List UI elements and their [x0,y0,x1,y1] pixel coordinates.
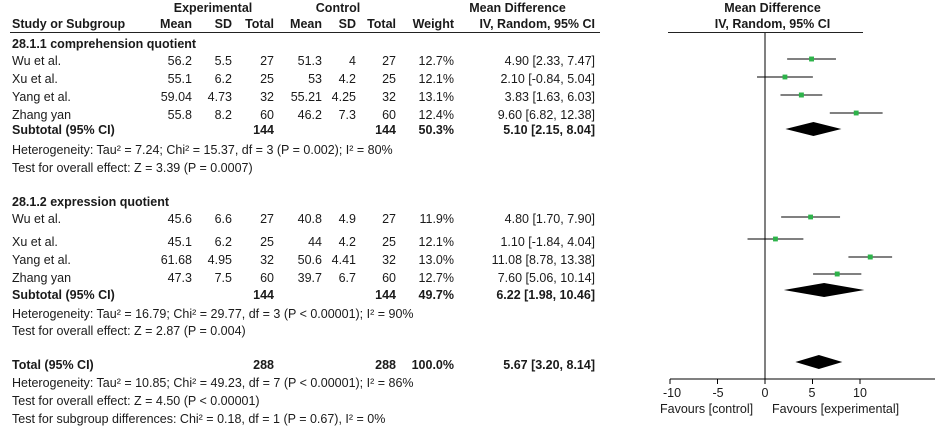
subtotal-ci: 5.10 [2.15, 8.04] [503,123,595,137]
table-cell-exp-sd: 8.2 [214,108,232,122]
total-heterogeneity-text: Heterogeneity: Tau² = 10.85; Chi² = 49.23, df = 7 (P < 0.00001); I² = 86% [12,376,414,390]
table-cell-ctrl-sd: 7.3 [338,108,356,122]
table-cell-ci: 1.10 [-1.84, 4.04] [500,235,595,249]
table-cell-ctrl-total: 25 [382,235,396,249]
table-cell-weight: 12.1% [418,235,454,249]
table-cell-ci: 2.10 [-0.84, 5.04] [500,72,595,86]
table-cell-ctrl-total: 25 [382,72,396,86]
table-row-study: Xu et al. [12,72,58,86]
point-estimate-square [854,111,859,116]
x-tick-label: 5 [808,386,816,400]
subtotal-exp-total: 144 [253,123,274,137]
table-cell-ctrl-total: 27 [382,54,396,68]
heterogeneity-text: Heterogeneity: Tau² = 16.79; Chi² = 29.77, df = 3 (P < 0.00001); I² = 90% [12,307,414,321]
table-row-study: Zhang yan [12,271,72,285]
subgroup-title: 28.1.1 comprehension quotient [12,37,197,51]
subtotal-exp-total: 144 [253,288,274,302]
point-estimate-square [773,237,778,242]
x-tick-label: 0 [761,386,769,400]
table-cell-weight: 13.1% [418,90,454,104]
table-cell-ctrl-total: 32 [382,253,396,267]
summary-diamond [795,355,842,369]
table-cell-exp-mean: 59.04 [160,90,192,104]
table-cell-exp-mean: 61.68 [160,253,192,267]
subgroup-differences-text: Test for subgroup differences: Chi² = 0.18, df = 1 (P = 0.67), I² = 0% [12,412,386,426]
table-cell-ci: 4.80 [1.70, 7.90] [504,212,595,226]
table-cell-ctrl-total: 60 [382,108,396,122]
table-cell-weight: 12.7% [418,271,454,285]
table-cell-ci: 3.83 [1.63, 6.03] [504,90,595,104]
table-cell-exp-sd: 6.6 [214,212,232,226]
table-cell-ctrl-mean: 53 [308,72,322,86]
table-cell-ctrl-mean: 39.7 [297,271,322,285]
total-weight: 100.0% [411,358,454,372]
subtotal-label: Subtotal (95% CI) [12,288,115,302]
method-header: IV, Random, 95% CI [479,17,595,31]
weight-header: Weight [412,17,454,31]
table-cell-ctrl-mean: 44 [308,235,322,249]
x-tick-label: 10 [853,386,867,400]
table-cell-ctrl-sd: 4.9 [338,212,356,226]
table-cell-exp-sd: 6.2 [214,235,232,249]
subgroup-title: 28.1.2 expression quotient [12,195,169,209]
table-cell-ctrl-sd: 4 [349,54,356,68]
table-cell-exp-mean: 56.2 [167,54,192,68]
x-tick-label: -5 [712,386,724,400]
mean-difference-header: Mean Difference [469,1,566,15]
table-cell-exp-mean: 47.3 [167,271,192,285]
table-cell-exp-sd: 4.95 [207,253,232,267]
table-cell-ci: 4.90 [2.33, 7.47] [504,54,595,68]
table-cell-weight: 12.4% [418,108,454,122]
total-ctrl-total: 288 [375,358,396,372]
table-cell-ctrl-sd: 6.7 [338,271,356,285]
subtotal-ci: 6.22 [1.98, 10.46] [496,288,595,302]
table-row-study: Yang et al. [12,90,71,104]
table-row-study: Wu et al. [12,212,62,226]
exp-mean-header: Mean [160,17,192,31]
exp-total-header: Total [245,17,274,31]
overall-effect-text: Test for overall effect: Z = 3.39 (P = 0.0007) [12,161,253,175]
table-cell-exp-sd: 6.2 [214,72,232,86]
table-cell-ctrl-mean: 40.8 [297,212,322,226]
table-row-study: Xu et al. [12,235,58,249]
ctrl-sd-header: SD [338,17,356,31]
favours-experimental-label: Favours [experimental] [772,402,900,416]
subtotal-ctrl-total: 144 [375,288,396,302]
subtotal-weight: 50.3% [418,123,454,137]
table-cell-ci: 11.08 [8.78, 13.38] [491,253,595,267]
total-exp-total: 288 [253,358,274,372]
experimental-group-header: Experimental [173,1,253,15]
table-cell-exp-total: 32 [260,90,274,104]
table-cell-exp-sd: 4.73 [207,90,232,104]
table-cell-ctrl-sd: 4.25 [331,90,356,104]
table-cell-exp-total: 25 [260,72,274,86]
total-label: Total (95% CI) [12,358,94,372]
ctrl-mean-header: Mean [290,17,322,31]
table-cell-exp-sd: 5.5 [214,54,232,68]
table-cell-ctrl-sd: 4.2 [338,72,356,86]
table-cell-weight: 12.1% [418,72,454,86]
table-cell-weight: 12.7% [418,54,454,68]
x-tick-label: -10 [662,386,682,400]
table-cell-ctrl-mean: 46.2 [297,108,322,122]
table-cell-exp-mean: 45.6 [167,212,192,226]
table-cell-ctrl-sd: 4.2 [338,235,356,249]
subtotal-ctrl-total: 144 [375,123,396,137]
total-overall-effect-text: Test for overall effect: Z = 4.50 (P < 0.00001) [12,394,260,408]
point-estimate-square [868,255,873,260]
table-cell-exp-total: 27 [260,54,274,68]
table-cell-ctrl-total: 27 [382,212,396,226]
favours-control-label: Favours [control] [660,402,754,416]
table-cell-exp-total: 60 [260,108,274,122]
table-cell-exp-mean: 55.8 [167,108,192,122]
point-estimate-square [783,75,788,80]
table-cell-ctrl-mean: 50.6 [297,253,322,267]
table-cell-ctrl-sd: 4.41 [331,253,356,267]
table-cell-ctrl-mean: 51.3 [297,54,322,68]
subtotal-weight: 49.7% [418,288,454,302]
table-row-study: Zhang yan [12,108,72,122]
table-cell-exp-mean: 55.1 [167,72,192,86]
ctrl-total-header: Total [367,17,396,31]
table-cell-ctrl-mean: 55.21 [290,90,322,104]
summary-diamond [785,122,841,136]
summary-diamond [784,283,865,297]
plot-method-header: IV, Random, 95% CI [714,17,831,31]
control-group-header: Control [315,1,361,15]
table-cell-weight: 13.0% [418,253,454,267]
table-cell-exp-total: 32 [260,253,274,267]
point-estimate-square [808,215,813,220]
table-cell-exp-sd: 7.5 [214,271,232,285]
exp-sd-header: SD [214,17,232,31]
table-cell-exp-total: 60 [260,271,274,285]
heterogeneity-text: Heterogeneity: Tau² = 7.24; Chi² = 15.37, df = 3 (P = 0.002); I² = 80% [12,143,393,157]
table-row-study: Wu et al. [12,54,62,68]
point-estimate-square [799,93,804,98]
total-ci: 5.67 [3.20, 8.14] [503,358,595,372]
table-cell-ci: 9.60 [6.82, 12.38] [497,108,595,122]
table-row-study: Yang et al. [12,253,71,267]
table-cell-exp-total: 25 [260,235,274,249]
table-cell-ci: 7.60 [5.06, 10.14] [497,271,595,285]
study-column-header: Study or Subgroup [12,17,126,31]
table-cell-ctrl-total: 32 [382,90,396,104]
point-estimate-square [835,272,840,277]
overall-effect-text: Test for overall effect: Z = 2.87 (P = 0.004) [12,324,246,338]
table-cell-weight: 11.9% [419,212,454,226]
table-cell-ctrl-total: 60 [382,271,396,285]
point-estimate-square [809,57,814,62]
plot-title: Mean Difference [724,1,821,15]
table-cell-exp-mean: 45.1 [167,235,192,249]
table-cell-exp-total: 27 [260,212,274,226]
subtotal-label: Subtotal (95% CI) [12,123,115,137]
